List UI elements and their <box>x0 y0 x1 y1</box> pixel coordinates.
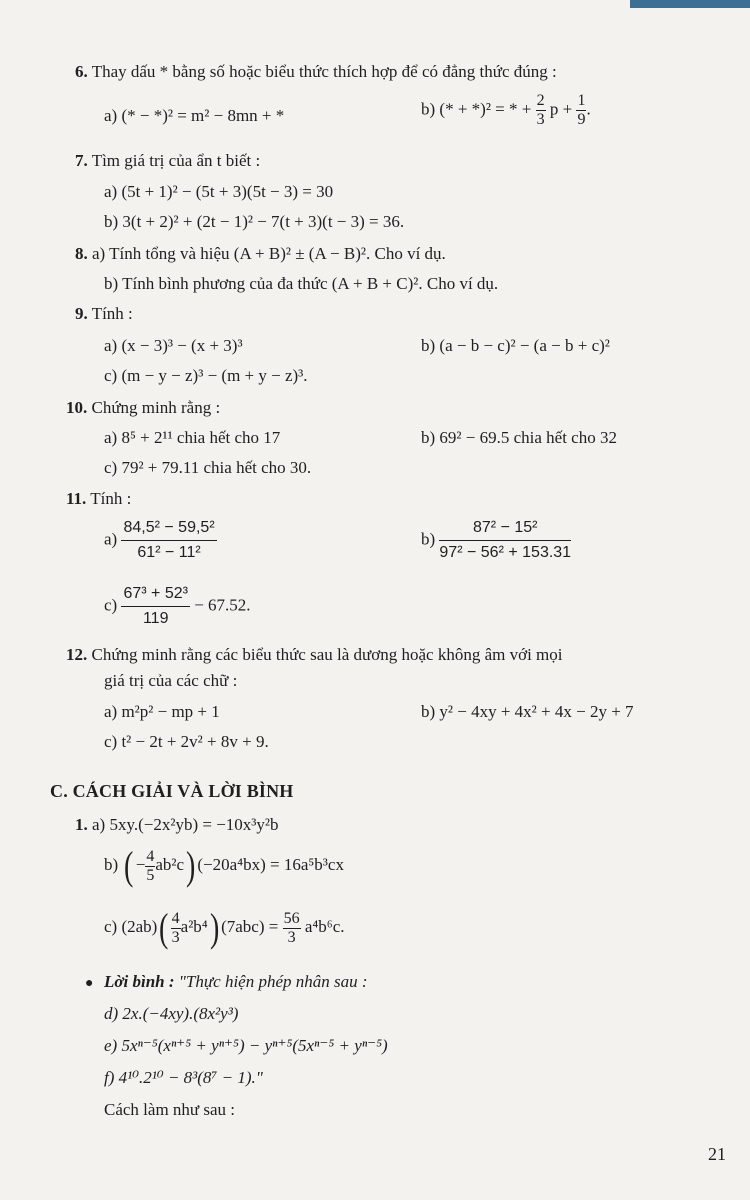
problem-number: 8. <box>75 244 88 263</box>
numerator: 67³ + 52³ <box>121 584 189 607</box>
problem-10c: c) 79² + 79.11 chia hết cho 30. <box>104 458 312 477</box>
problem-11a <box>104 518 217 563</box>
commentary-label: Lời bình : <box>104 972 175 991</box>
problem-12 <box>66 645 563 665</box>
denominator: 61² − 11² <box>137 544 201 561</box>
problem-7b: b) 3(t + 2)² + (2t − 1)² − 7(t + 3)(t − 3) = 36. <box>104 212 405 231</box>
problem-9b: b) (a − b − c)² − (a − b + c)² <box>421 336 610 355</box>
item-label: c) <box>104 595 118 615</box>
expr-part: − <box>135 854 146 874</box>
problem-11b <box>421 518 571 563</box>
numerator: 56 <box>283 909 300 927</box>
numerator: 87² − 15² <box>439 518 571 541</box>
numerator: 84,5² − 59,5² <box>121 518 216 541</box>
problem-11 <box>66 489 131 509</box>
problem-7a: a) (5t + 1)² − (5t + 3)(5t − 3) = 30 <box>104 182 334 201</box>
denominator: 3 <box>536 111 545 128</box>
denominator: 97² − 56² + 153.31 <box>439 544 572 561</box>
expr-part: p + <box>549 99 573 119</box>
problem-number: 6. <box>75 62 88 81</box>
problem-12c: c) t² − 2t + 2v² + 8v + 9. <box>104 732 269 751</box>
expr-part: a⁴b⁶c. <box>304 916 345 936</box>
expr-part: a²b⁴ <box>180 916 208 936</box>
commentary-item-f: f) 4¹⁰.2¹⁰ − 8³(8⁷ − 1)." <box>104 1068 263 1087</box>
problem-number: 1. <box>75 815 88 834</box>
problem-10b: b) 69² − 69.5 chia hết cho 32 <box>421 428 617 447</box>
bullet-icon: ● <box>85 976 94 991</box>
commentary-item-d: d) 2x.(−4xy).(8x²y³) <box>104 1004 239 1023</box>
problem-10a: a) 8⁵ + 2¹¹ chia hết cho 17 <box>104 428 281 447</box>
problem-text: Tính : <box>90 489 132 508</box>
fraction <box>439 518 571 563</box>
section-heading: C. CÁCH GIẢI VÀ LỜI BÌNH <box>50 781 294 801</box>
problem-number: 7. <box>75 151 88 170</box>
problem-6a: a) (* − *)² = m² − 8mn + * <box>104 106 285 125</box>
expr-part: (7abc) = <box>221 916 279 936</box>
item-label: a) <box>104 529 118 549</box>
solution-1a <box>75 815 278 835</box>
problem-8 <box>75 244 446 264</box>
commentary-text: "Thực hiện phép nhân sau : <box>178 972 368 991</box>
fraction <box>145 848 155 885</box>
problem-number: 9. <box>75 304 88 323</box>
problem-12-text-cont: giá trị của các chữ : <box>104 671 238 690</box>
problem-text: Chứng minh rằng : <box>91 398 221 417</box>
problem-text: Tìm giá trị của ẩn t biết : <box>91 151 261 170</box>
problem-number: 11. <box>66 489 87 508</box>
problem-number: 12. <box>66 645 88 664</box>
fraction <box>576 92 586 129</box>
numerator: 1 <box>577 92 586 109</box>
problem-number: 10. <box>66 398 88 417</box>
fraction <box>121 518 216 563</box>
problem-9c: c) (m − y − z)³ − (m + y − z)³. <box>104 366 308 385</box>
fraction <box>171 910 181 947</box>
denominator: 5 <box>146 866 155 884</box>
close-paren: ) <box>209 905 220 950</box>
problem-11c <box>104 584 251 629</box>
numerator: 2 <box>536 92 545 109</box>
expr-part: . <box>586 99 591 119</box>
fraction <box>283 910 301 947</box>
problem-text: a) Tính tổng và hiệu (A + B)² ± (A − B)². Cho ví dụ. <box>92 244 446 263</box>
open-paren: ( <box>124 843 134 888</box>
page-number: 21 <box>708 1144 726 1164</box>
solution-1b <box>104 843 344 888</box>
expr-part: − 67.52. <box>194 595 251 615</box>
expr-part: (−20a⁴bx) = 16a⁵b³cx <box>197 854 344 874</box>
problem-9a: a) (x − 3)³ − (x + 3)³ <box>104 336 243 355</box>
method-intro: Cách làm như sau : <box>104 1100 236 1119</box>
commentary-item-e: e) 5xⁿ⁻⁵(xⁿ⁺⁵ + yⁿ⁺⁵) − yⁿ⁺⁵(5xⁿ⁻⁵ + yⁿ⁻⁵) <box>104 1036 388 1055</box>
problem-12b: b) y² − 4xy + 4x² + 4x − 2y + 7 <box>421 702 634 721</box>
expr-part: c) (2ab) <box>104 916 158 936</box>
item-label: b) <box>421 529 436 549</box>
problem-10 <box>66 398 220 418</box>
numerator: 4 <box>171 909 180 927</box>
denominator: 9 <box>577 111 586 128</box>
problem-12a: a) m²p² − mp + 1 <box>104 702 220 721</box>
item-label: b) <box>104 854 119 874</box>
problem-6b <box>421 92 591 129</box>
denominator: 3 <box>287 928 296 946</box>
expr-part: ab²c <box>155 854 185 874</box>
problem-text: Tính : <box>91 304 133 323</box>
fraction <box>536 92 546 129</box>
problem-text: Thay dấu * bằng số hoặc biểu thức thích hợp để có đẳng thức đúng : <box>91 62 557 81</box>
fraction <box>121 584 189 629</box>
problem-7 <box>75 151 260 171</box>
denominator: 119 <box>142 610 169 627</box>
solution-1c <box>104 905 345 950</box>
problem-6 <box>75 62 557 82</box>
commentary <box>104 972 368 992</box>
close-paren: ) <box>186 843 196 888</box>
solution-text: a) 5xy.(−2x²yb) = −10x³y²b <box>92 815 279 834</box>
expr-part: b) (* + *)² = * + <box>421 99 532 119</box>
problem-8b: b) Tính bình phương của đa thức (A + B + C)². Cho ví dụ. <box>104 274 499 293</box>
denominator: 3 <box>171 928 180 946</box>
problem-text: Chứng minh rằng các biểu thức sau là dương hoặc không âm với mọi <box>91 645 563 664</box>
problem-9 <box>75 304 133 324</box>
open-paren: ( <box>159 905 169 950</box>
numerator: 4 <box>146 847 155 865</box>
